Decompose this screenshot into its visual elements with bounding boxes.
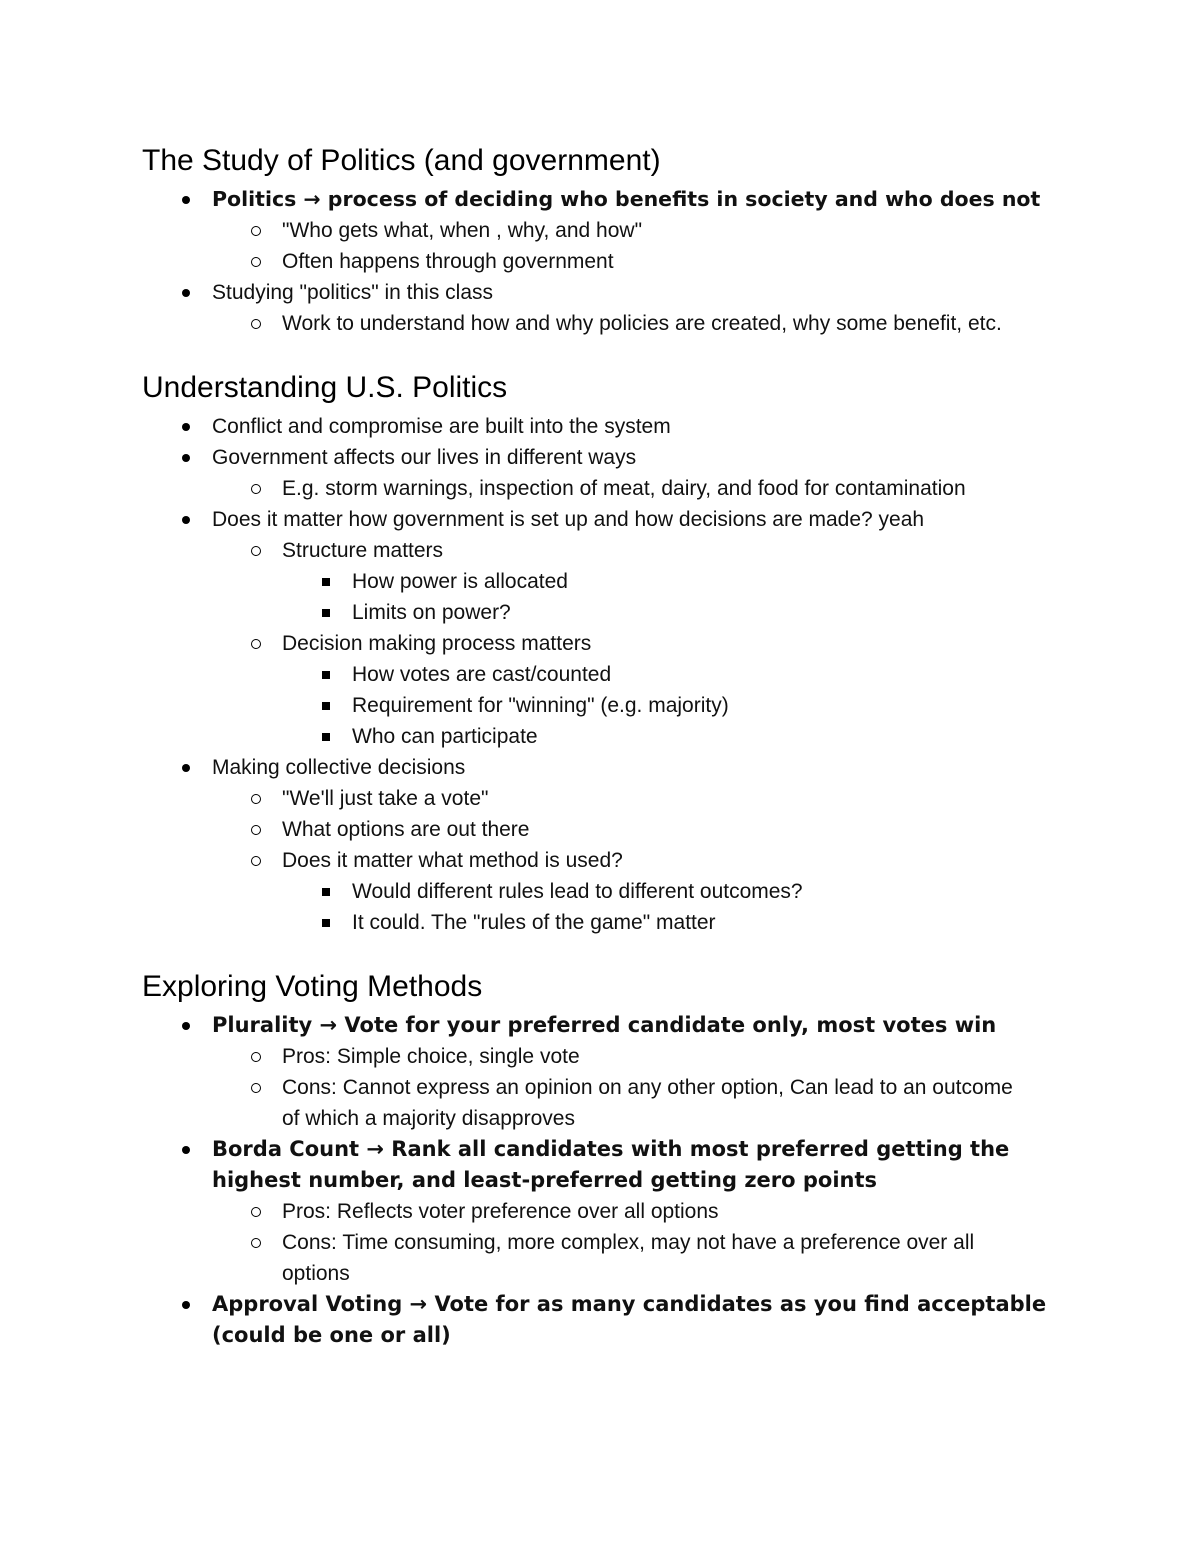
list-item xyxy=(142,1072,1072,1134)
list-item-text: Structure matters xyxy=(282,539,444,562)
bullet-dot-icon xyxy=(176,277,196,308)
list-item xyxy=(142,907,1072,938)
list-item-text: Making collective decisions xyxy=(212,756,466,779)
bullet-square-icon xyxy=(316,566,336,597)
list-item xyxy=(142,566,1072,597)
bullet-dot-icon xyxy=(176,752,196,783)
list-item-text: Conflict and compromise are built into the system xyxy=(212,415,671,438)
list-item-text: Pros: Reflects voter preference over all options xyxy=(282,1200,719,1223)
list-item-text: Often happens through government xyxy=(282,250,614,273)
bullet-circle-icon xyxy=(246,308,266,339)
bullet-circle-icon xyxy=(246,845,266,876)
list-item xyxy=(142,1196,1072,1227)
list-item-text: Government affects our lives in different ways xyxy=(212,446,637,469)
bullet-square-icon xyxy=(316,690,336,721)
bullet-dot-icon xyxy=(176,1010,196,1041)
list-item-text: Approval Voting → Vote for as many candidates as you find acceptable (could be one or all) xyxy=(212,1292,1047,1347)
list-item xyxy=(142,308,1072,339)
list-item xyxy=(142,1010,1072,1041)
bullet-list xyxy=(142,1010,1072,1351)
list-item xyxy=(142,752,1072,783)
list-item-text: Politics → process of deciding who benefits in society and who does not xyxy=(212,187,1041,211)
bullet-circle-icon xyxy=(246,473,266,504)
bullet-square-icon xyxy=(316,659,336,690)
bullet-circle-icon xyxy=(246,814,266,845)
section-understanding-us-politics xyxy=(142,365,1072,938)
bullet-square-icon xyxy=(316,721,336,752)
list-item-text: Studying "politics" in this class xyxy=(212,281,494,304)
list-item xyxy=(142,814,1072,845)
list-item-text: It could. The "rules of the game" matter xyxy=(352,911,716,934)
list-item-text: Would different rules lead to different outcomes? xyxy=(352,880,803,903)
bullet-circle-icon xyxy=(246,628,266,659)
section-title: Exploring Voting Methods xyxy=(142,970,483,1003)
bullet-circle-icon xyxy=(246,1072,266,1103)
list-item xyxy=(142,783,1072,814)
list-item xyxy=(142,659,1072,690)
list-item xyxy=(142,277,1072,308)
list-item xyxy=(142,721,1072,752)
bullet-circle-icon xyxy=(246,783,266,814)
bullet-square-icon xyxy=(316,597,336,628)
list-item xyxy=(142,184,1072,215)
bullet-dot-icon xyxy=(176,442,196,473)
bullet-dot-icon xyxy=(176,184,196,215)
list-item xyxy=(142,845,1072,876)
section-exploring-voting-methods xyxy=(142,964,1072,1351)
bullet-circle-icon xyxy=(246,215,266,246)
list-item-text: How power is allocated xyxy=(352,570,568,593)
bullet-list xyxy=(142,411,1072,938)
list-item xyxy=(142,535,1072,566)
list-item-text: Requirement for "winning" (e.g. majority) xyxy=(352,694,729,717)
bullet-list xyxy=(142,184,1072,339)
bullet-circle-icon xyxy=(246,1227,266,1258)
bullet-circle-icon xyxy=(246,535,266,566)
bullet-dot-icon xyxy=(176,504,196,535)
section-study-of-politics xyxy=(142,138,1072,339)
list-item-text: Does it matter what method is used? xyxy=(282,849,623,872)
list-item-text: Cons: Cannot express an opinion on any other option, Can lead to an outcome of which a majority disapproves xyxy=(282,1076,1013,1130)
list-item-text: E.g. storm warnings, inspection of meat, dairy, and food for contamination xyxy=(282,477,966,500)
list-item-text: Does it matter how government is set up and how decisions are made? yeah xyxy=(212,508,925,531)
list-item xyxy=(142,690,1072,721)
bullet-circle-icon xyxy=(246,1041,266,1072)
list-item-text: Cons: Time consuming, more complex, may not have a preference over all options xyxy=(282,1231,975,1285)
list-item xyxy=(142,876,1072,907)
document-page xyxy=(142,138,1072,1351)
bullet-circle-icon xyxy=(246,1196,266,1227)
section-title: Understanding U.S. Politics xyxy=(142,371,508,404)
list-item-text: Limits on power? xyxy=(352,601,511,624)
list-item-text: Borda Count → Rank all candidates with most preferred getting the highest number, and least-preferred getting zero points xyxy=(212,1137,1010,1192)
list-item-text: "Who gets what, when , why, and how" xyxy=(282,219,643,242)
list-item xyxy=(142,215,1072,246)
list-item-text: "We'll just take a vote" xyxy=(282,787,489,810)
list-item-text: Pros: Simple choice, single vote xyxy=(282,1045,580,1068)
list-item xyxy=(142,1041,1072,1072)
bullet-circle-icon xyxy=(246,246,266,277)
list-item xyxy=(142,411,1072,442)
list-item xyxy=(142,597,1072,628)
list-item xyxy=(142,246,1072,277)
list-item-text: Work to understand how and why policies are created, why some benefit, etc. xyxy=(282,312,1002,335)
bullet-dot-icon xyxy=(176,411,196,442)
list-item-text: Who can participate xyxy=(352,725,538,748)
list-item-text: Plurality → Vote for your preferred candidate only, most votes win xyxy=(212,1013,997,1037)
list-item-text: Decision making process matters xyxy=(282,632,592,655)
list-item xyxy=(142,442,1072,473)
list-item xyxy=(142,504,1072,535)
list-item xyxy=(142,628,1072,659)
list-item-text: How votes are cast/counted xyxy=(352,663,612,686)
bullet-dot-icon xyxy=(176,1289,196,1320)
bullet-square-icon xyxy=(316,876,336,907)
section-title: The Study of Politics (and government) xyxy=(142,144,661,177)
bullet-dot-icon xyxy=(176,1134,196,1165)
list-item-text: What options are out there xyxy=(282,818,530,841)
list-item xyxy=(142,1227,1072,1289)
list-item xyxy=(142,1134,1072,1196)
list-item xyxy=(142,473,1072,504)
bullet-square-icon xyxy=(316,907,336,938)
list-item xyxy=(142,1289,1072,1351)
